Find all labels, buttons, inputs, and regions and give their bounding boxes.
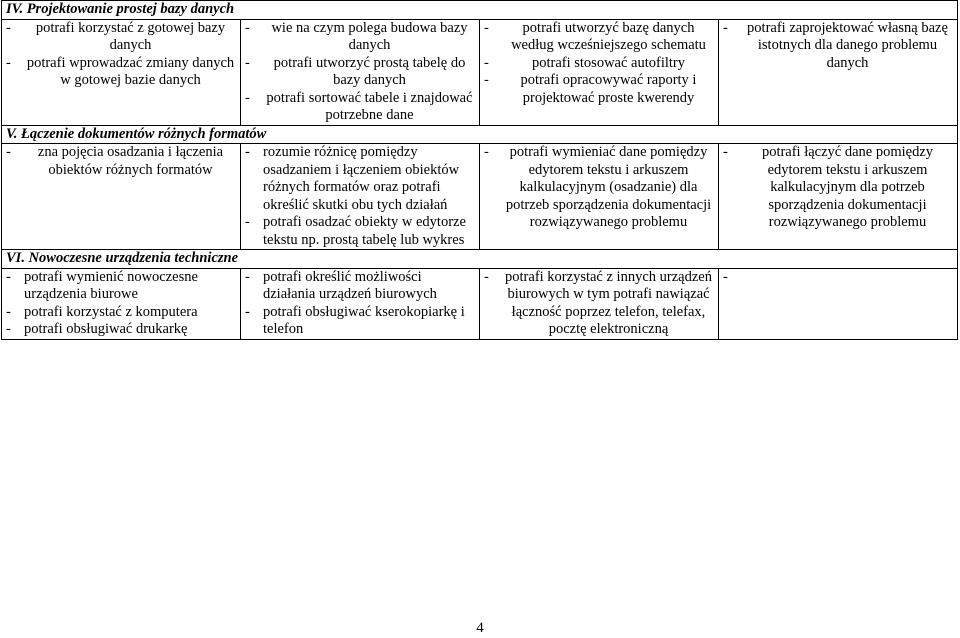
requirements-table-body	[2, 1, 958, 340]
section-header-row	[2, 1, 958, 20]
bullet-dash: -	[484, 144, 489, 160]
bullet-dash: -	[484, 268, 489, 285]
bullet-dash: -	[6, 19, 11, 36]
list-item-text: potrafi opracowywać raporty i projektować proste kwerendy	[520, 72, 697, 106]
list-item	[245, 55, 476, 90]
list-item-text: potrafi korzystać z gotowej bazy danych	[35, 19, 226, 53]
list-item-text: potrafi zaprojektować własną bazę istotnych dla danego problemu danych	[747, 19, 948, 71]
bullet-dash: -	[245, 89, 250, 106]
level-cell-3	[480, 144, 719, 250]
list-item-text: potrafi obsługiwać kserokopiarkę i telefon	[263, 303, 465, 337]
section-title: V. Łączenie dokumentów różnych formatów	[2, 125, 958, 144]
list-item-text: potrafi sortować tabele i znajdować potrzebne dane	[266, 89, 473, 123]
list-item-text: potrafi łączyć dane pomiędzy edytorem tekstu i arkuszem kalkulacyjnym dla potrzeb sporządzenia dokumentacji rozwiązywanego problemu	[761, 144, 934, 230]
list-item-text: rozumie różnicę pomiędzy osadzaniem i łączeniem obiektów różnych formatów oraz potrafi określić skutki obu tych działań	[263, 144, 460, 213]
list-item	[723, 20, 954, 73]
bullet-dash: -	[484, 19, 489, 36]
level-cell-4	[719, 144, 958, 250]
list-item	[723, 144, 954, 232]
bullet-dash: -	[6, 54, 11, 71]
bullet-dash: -	[723, 268, 728, 285]
list-item-text: potrafi osadzać obiekty w edytorze tekstu np. prostą tabelę lub wykres	[263, 214, 466, 248]
list-item	[484, 20, 715, 55]
requirements-table	[1, 0, 958, 340]
level-cell-1	[2, 144, 241, 250]
page-number: 4	[476, 620, 484, 636]
bullet-dash: -	[245, 214, 250, 230]
list-item	[6, 55, 237, 90]
list-item	[484, 269, 715, 339]
list-item	[245, 269, 476, 304]
bullet-dash: -	[484, 54, 489, 71]
bullet-dash: -	[6, 321, 11, 337]
list-item	[6, 269, 237, 304]
section-content-row	[2, 268, 958, 339]
list-item	[245, 20, 476, 55]
list-item-text: potrafi korzystać z innych urządzeń biurowych w tym potrafi nawiązać łączność poprzez telefon, telefax, pocztę elektroniczną	[505, 268, 712, 337]
list-item-text: zna pojęcia osadzania i łączenia obiektów różnych formatów	[37, 144, 224, 178]
section-title: IV. Projektowanie prostej bazy danych	[2, 1, 958, 20]
list-item-text: potrafi utworzyć prostą tabelę do bazy danych	[273, 54, 466, 88]
list-item-text: potrafi utworzyć bazę danych według wcześniejszego schematu	[511, 19, 706, 53]
list-item	[245, 90, 476, 125]
level-cell-3	[480, 268, 719, 339]
bullet-dash: -	[6, 144, 11, 160]
list-item-text: potrafi stosować autofiltry	[531, 54, 685, 71]
level-cell-1	[2, 268, 241, 339]
bullet-dash: -	[723, 144, 728, 160]
list-item	[6, 20, 237, 55]
bullet-dash: -	[6, 268, 11, 285]
list-item	[6, 321, 237, 339]
list-item	[6, 304, 237, 322]
level-cell-3	[480, 19, 719, 125]
list-item-text	[741, 269, 954, 287]
section-content-row	[2, 144, 958, 250]
section-title: VI. Nowoczesne urządzenia techniczne	[2, 250, 958, 269]
bullet-dash: -	[245, 54, 250, 71]
level-cell-1	[2, 19, 241, 125]
section-header-row	[2, 125, 958, 144]
list-item-text: potrafi wprowadzać zmiany danych w gotowej bazie danych	[26, 54, 235, 88]
list-item-text: wie na czym polega budowa bazy danych	[271, 19, 468, 53]
list-item	[245, 304, 476, 339]
level-cell-2	[241, 19, 480, 125]
list-item-text: potrafi wymienić nowoczesne urządzenia biurowe	[24, 268, 198, 302]
list-item	[484, 55, 715, 73]
level-cell-2	[241, 268, 480, 339]
bullet-dash: -	[484, 72, 489, 88]
list-item-text: potrafi korzystać z komputera	[24, 303, 198, 320]
list-item-text: potrafi obsługiwać drukarkę	[24, 321, 188, 337]
bullet-dash: -	[245, 303, 250, 320]
list-item-text: potrafi wymieniać dane pomiędzy edytorem tekstu i arkuszem kalkulacyjnym (osadzanie) dla potrzeb sporządzenia dokumentacji rozwiązywanego problemu	[505, 144, 712, 230]
list-item	[245, 144, 476, 214]
level-cell-2	[241, 144, 480, 250]
section-content-row	[2, 19, 958, 125]
list-item-text: potrafi określić możliwości działania urządzeń biurowych	[263, 268, 437, 302]
level-cell-4	[719, 19, 958, 125]
list-item	[723, 269, 954, 287]
list-item	[484, 72, 715, 107]
level-cell-4	[719, 268, 958, 339]
bullet-dash: -	[6, 303, 11, 320]
bullet-dash: -	[245, 19, 250, 36]
bullet-dash: -	[245, 268, 250, 285]
list-item	[245, 214, 476, 249]
list-item	[6, 144, 237, 179]
bullet-dash: -	[245, 144, 250, 160]
section-header-row	[2, 250, 958, 269]
list-item	[484, 144, 715, 232]
bullet-dash: -	[723, 19, 728, 36]
